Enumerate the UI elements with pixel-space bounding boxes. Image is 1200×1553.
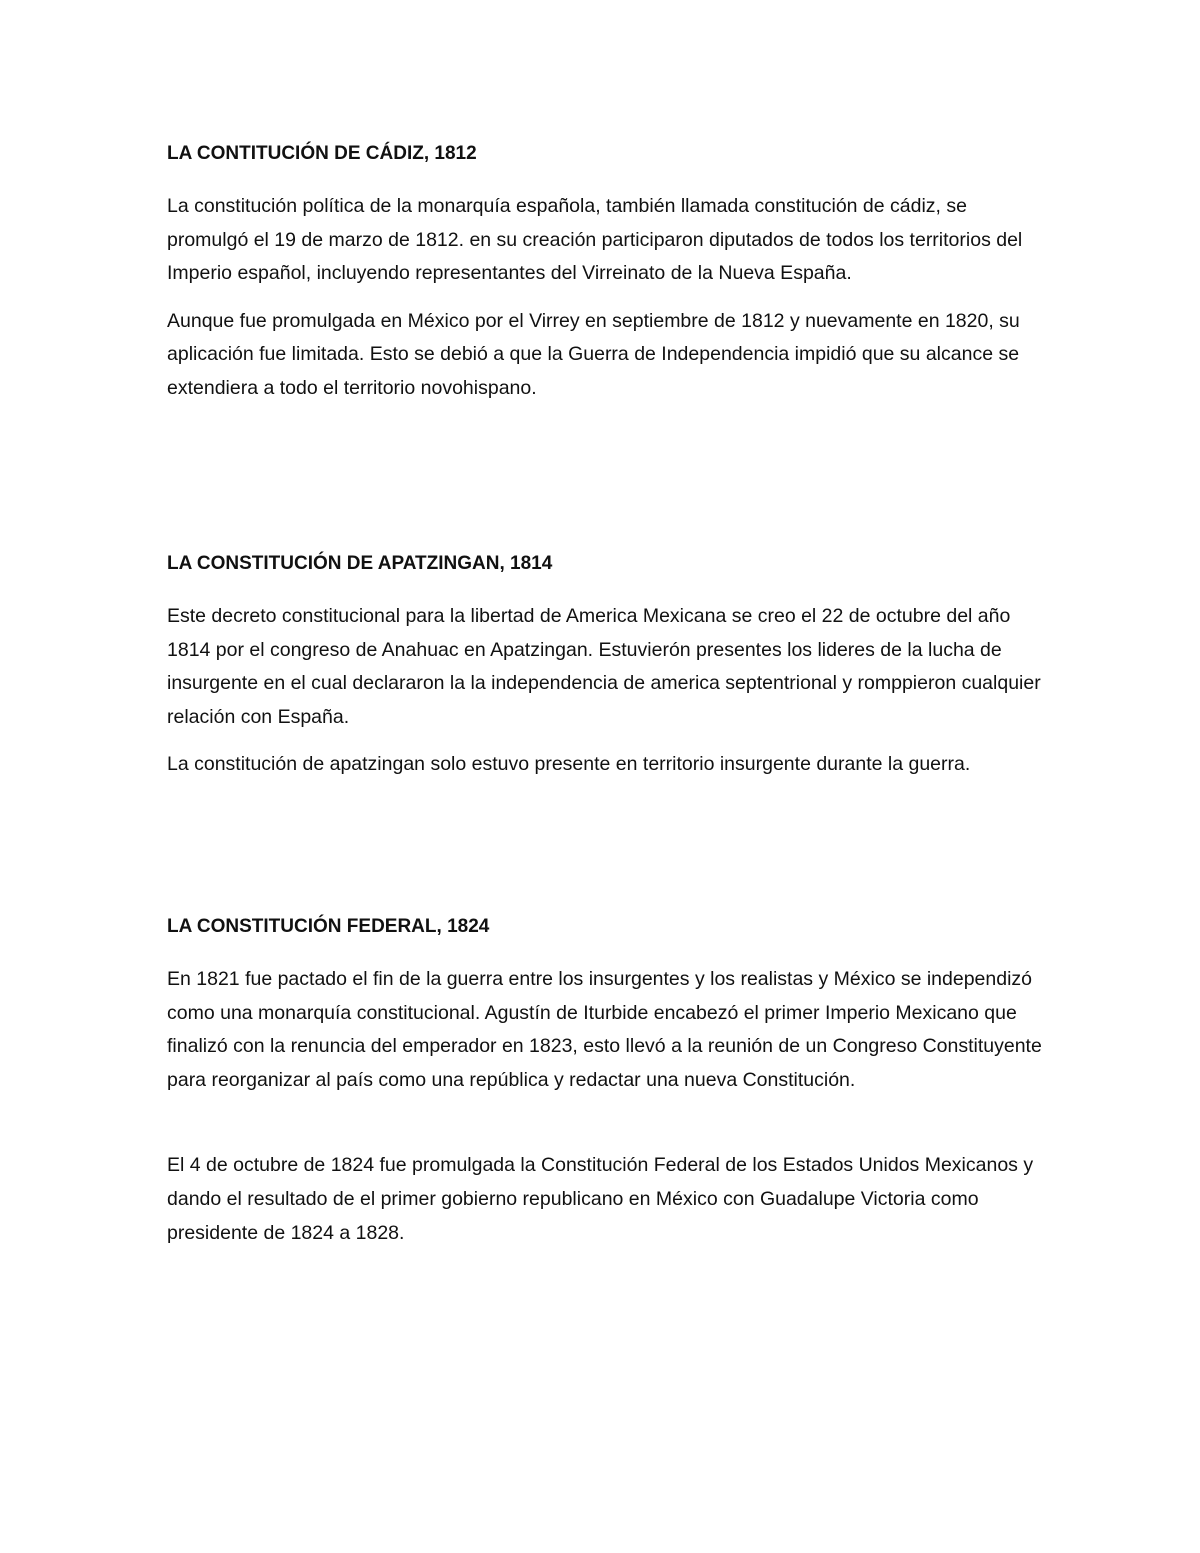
section-heading: LA CONSTITUCIÓN FEDERAL, 1824 [167, 916, 490, 937]
section-cadiz [167, 141, 1047, 406]
section-paragraph: La constitución política de la monarquía española, también llamada constitución de cádiz, se promulgó el 19 de marzo de 1812. en su creación participaron diputados de todos los territorios del Imperio español, incluyendo representantes del Virreinato de la Nueva España. [167, 195, 1023, 285]
section-paragraph: Aunque fue promulgada en México por el Virrey en septiembre de 1812 y nuevamente en 1820, su aplicación fue limitada. Esto se debió a que la Guerra de Independencia impidió que su alcance se extendiera a todo el territorio novohispano. [167, 309, 1020, 399]
section-federal [167, 914, 1047, 1250]
section-paragraph: Este decreto constitucional para la libertad de America Mexicana se creo el 22 de octubre del año 1814 por el congreso de Anahuac en Apatzingan. Estuvierón presentes los lideres de la lucha de insurgente en el cual declararon la la independencia de america septentrional y romppieron cualquier relación con España. [167, 605, 1041, 728]
section-apatzingan [167, 551, 1047, 782]
section-heading: LA CONTITUCIÓN DE CÁDIZ, 1812 [167, 143, 477, 164]
section-paragraph: El 4 de octubre de 1824 fue promulgada la Constitución Federal de los Estados Unidos Mexicanos y dando el resultado de el primer gobierno republicano en México con Guadalupe Victoria como presidente de 1824 a 1828. [167, 1154, 1034, 1244]
section-paragraph: En 1821 fue pactado el fin de la guerra entre los insurgentes y los realistas y México se independizó como una monarquía constitucional. Agustín de Iturbide encabezó el primer Imperio Mexicano que finalizó con la renuncia del emperador en 1823, esto llevó a la reunión de un Congreso Constituyente para reorganizar al país como una república y redactar una nueva Constitución. [167, 968, 1042, 1091]
section-paragraph: La constitución de apatzingan solo estuvo presente en territorio insurgente durante la guerra. [167, 753, 971, 776]
section-heading: LA CONSTITUCIÓN DE APATZINGAN, 1814 [167, 553, 553, 574]
